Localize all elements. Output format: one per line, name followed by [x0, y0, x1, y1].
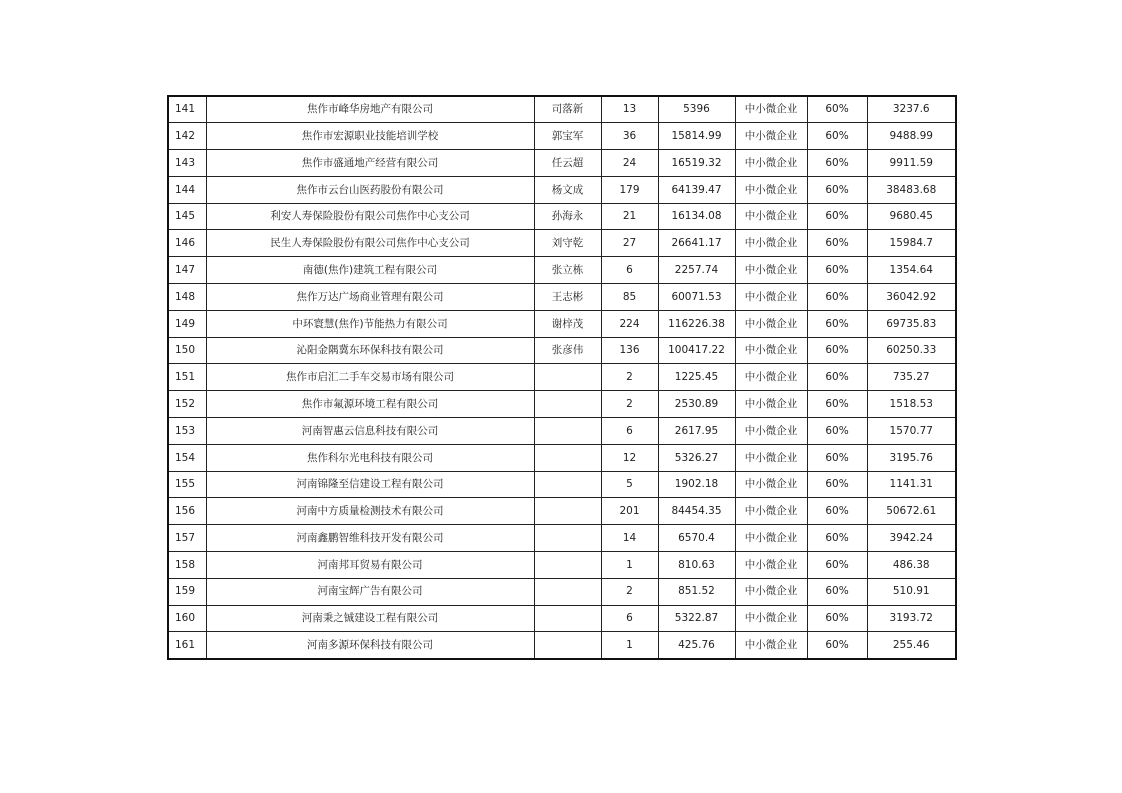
- insured-count-cell: 12: [601, 444, 658, 471]
- contact-person-cell: 张立栋: [534, 257, 601, 284]
- refund-amount-cell: 60250.33: [867, 337, 956, 364]
- refund-rate-cell: 60%: [807, 150, 867, 177]
- company-name-cell: 河南多源环保科技有限公司: [206, 632, 534, 659]
- refund-amount-cell: 1354.64: [867, 257, 956, 284]
- insured-count-cell: 6: [601, 257, 658, 284]
- paid-amount-cell: 851.52: [658, 578, 735, 605]
- table-row: [168, 498, 956, 525]
- insured-count-cell: 27: [601, 230, 658, 257]
- table-row: [168, 203, 956, 230]
- refund-amount-cell: 255.46: [867, 632, 956, 659]
- row-number-cell: 158: [168, 552, 206, 579]
- table-row: [168, 230, 956, 257]
- paid-amount-cell: 425.76: [658, 632, 735, 659]
- enterprise-type-cell: 中小微企业: [735, 605, 807, 632]
- refund-rate-cell: 60%: [807, 578, 867, 605]
- row-number-cell: 152: [168, 391, 206, 418]
- subsidy-table-page: [167, 95, 955, 660]
- table-row: [168, 471, 956, 498]
- insured-count-cell: 2: [601, 391, 658, 418]
- refund-amount-cell: 9488.99: [867, 123, 956, 150]
- paid-amount-cell: 64139.47: [658, 176, 735, 203]
- paid-amount-cell: 1225.45: [658, 364, 735, 391]
- insured-count-cell: 224: [601, 310, 658, 337]
- contact-person-cell: 王志彬: [534, 284, 601, 311]
- enterprise-type-cell: 中小微企业: [735, 471, 807, 498]
- insured-count-cell: 1: [601, 552, 658, 579]
- row-number-cell: 150: [168, 337, 206, 364]
- row-number-cell: 146: [168, 230, 206, 257]
- refund-amount-cell: 486.38: [867, 552, 956, 579]
- paid-amount-cell: 2530.89: [658, 391, 735, 418]
- contact-person-cell: 刘守乾: [534, 230, 601, 257]
- enterprise-type-cell: 中小微企业: [735, 391, 807, 418]
- row-number-cell: 144: [168, 176, 206, 203]
- insured-count-cell: 1: [601, 632, 658, 659]
- paid-amount-cell: 16519.32: [658, 150, 735, 177]
- paid-amount-cell: 5396: [658, 96, 735, 123]
- row-number-cell: 160: [168, 605, 206, 632]
- contact-person-cell: 谢梓茂: [534, 310, 601, 337]
- refund-rate-cell: 60%: [807, 176, 867, 203]
- table-row: [168, 310, 956, 337]
- enterprise-type-cell: 中小微企业: [735, 230, 807, 257]
- paid-amount-cell: 2257.74: [658, 257, 735, 284]
- refund-amount-cell: 3195.76: [867, 444, 956, 471]
- enterprise-type-cell: 中小微企业: [735, 632, 807, 659]
- contact-person-cell: [534, 578, 601, 605]
- insured-count-cell: 13: [601, 96, 658, 123]
- company-name-cell: 民生人寿保险股份有限公司焦作中心支公司: [206, 230, 534, 257]
- company-name-cell: 沁阳金隅冀东环保科技有限公司: [206, 337, 534, 364]
- table-row: [168, 150, 956, 177]
- enterprise-type-cell: 中小微企业: [735, 525, 807, 552]
- refund-amount-cell: 50672.61: [867, 498, 956, 525]
- paid-amount-cell: 15814.99: [658, 123, 735, 150]
- enterprise-type-cell: 中小微企业: [735, 337, 807, 364]
- refund-rate-cell: 60%: [807, 391, 867, 418]
- insured-count-cell: 5: [601, 471, 658, 498]
- insured-count-cell: 201: [601, 498, 658, 525]
- contact-person-cell: 杨文成: [534, 176, 601, 203]
- insured-count-cell: 6: [601, 605, 658, 632]
- company-name-cell: 河南中方质量检测技术有限公司: [206, 498, 534, 525]
- table-body: [168, 96, 956, 659]
- row-number-cell: 145: [168, 203, 206, 230]
- company-name-cell: 利安人寿保险股份有限公司焦作中心支公司: [206, 203, 534, 230]
- company-name-cell: 河南智惠云信息科技有限公司: [206, 418, 534, 445]
- table-row: [168, 578, 956, 605]
- contact-person-cell: 任云超: [534, 150, 601, 177]
- company-name-cell: 河南秉之铖建设工程有限公司: [206, 605, 534, 632]
- enterprise-type-cell: 中小微企业: [735, 284, 807, 311]
- row-number-cell: 149: [168, 310, 206, 337]
- insured-count-cell: 179: [601, 176, 658, 203]
- row-number-cell: 157: [168, 525, 206, 552]
- refund-rate-cell: 60%: [807, 471, 867, 498]
- paid-amount-cell: 116226.38: [658, 310, 735, 337]
- refund-rate-cell: 60%: [807, 552, 867, 579]
- paid-amount-cell: 60071.53: [658, 284, 735, 311]
- refund-rate-cell: 60%: [807, 498, 867, 525]
- enterprise-type-cell: 中小微企业: [735, 498, 807, 525]
- company-name-cell: 焦作科尔光电科技有限公司: [206, 444, 534, 471]
- insured-count-cell: 2: [601, 364, 658, 391]
- refund-amount-cell: 9680.45: [867, 203, 956, 230]
- table-row: [168, 605, 956, 632]
- row-number-cell: 154: [168, 444, 206, 471]
- insured-count-cell: 24: [601, 150, 658, 177]
- company-name-cell: 焦作市氟源环境工程有限公司: [206, 391, 534, 418]
- refund-rate-cell: 60%: [807, 525, 867, 552]
- contact-person-cell: 孙海永: [534, 203, 601, 230]
- company-name-cell: 焦作市盛通地产经营有限公司: [206, 150, 534, 177]
- company-name-cell: 焦作市启汇二手车交易市场有限公司: [206, 364, 534, 391]
- contact-person-cell: 郭宝军: [534, 123, 601, 150]
- paid-amount-cell: 16134.08: [658, 203, 735, 230]
- enterprise-type-cell: 中小微企业: [735, 578, 807, 605]
- table-row: [168, 418, 956, 445]
- row-number-cell: 143: [168, 150, 206, 177]
- enterprise-type-cell: 中小微企业: [735, 310, 807, 337]
- enterprise-type-cell: 中小微企业: [735, 552, 807, 579]
- enterprise-type-cell: 中小微企业: [735, 257, 807, 284]
- insured-count-cell: 21: [601, 203, 658, 230]
- enterprise-type-cell: 中小微企业: [735, 364, 807, 391]
- refund-amount-cell: 1141.31: [867, 471, 956, 498]
- row-number-cell: 148: [168, 284, 206, 311]
- paid-amount-cell: 2617.95: [658, 418, 735, 445]
- company-name-cell: 河南锦隆至信建设工程有限公司: [206, 471, 534, 498]
- company-name-cell: 河南宝辉广告有限公司: [206, 578, 534, 605]
- table-row: [168, 96, 956, 123]
- refund-rate-cell: 60%: [807, 337, 867, 364]
- enterprise-type-cell: 中小微企业: [735, 123, 807, 150]
- paid-amount-cell: 100417.22: [658, 337, 735, 364]
- company-name-cell: 河南鑫鹏智维科技开发有限公司: [206, 525, 534, 552]
- contact-person-cell: [534, 391, 601, 418]
- contact-person-cell: [534, 552, 601, 579]
- enterprise-type-cell: 中小微企业: [735, 418, 807, 445]
- refund-amount-cell: 1518.53: [867, 391, 956, 418]
- company-name-cell: 焦作市宏源职业技能培训学校: [206, 123, 534, 150]
- table-row: [168, 257, 956, 284]
- insured-count-cell: 36: [601, 123, 658, 150]
- table-row: [168, 632, 956, 659]
- paid-amount-cell: 5326.27: [658, 444, 735, 471]
- table-row: [168, 176, 956, 203]
- enterprise-type-cell: 中小微企业: [735, 176, 807, 203]
- refund-amount-cell: 3193.72: [867, 605, 956, 632]
- contact-person-cell: [534, 632, 601, 659]
- refund-rate-cell: 60%: [807, 96, 867, 123]
- enterprise-type-cell: 中小微企业: [735, 203, 807, 230]
- refund-amount-cell: 69735.83: [867, 310, 956, 337]
- row-number-cell: 153: [168, 418, 206, 445]
- paid-amount-cell: 810.63: [658, 552, 735, 579]
- contact-person-cell: [534, 364, 601, 391]
- refund-amount-cell: 36042.92: [867, 284, 956, 311]
- table-row: [168, 444, 956, 471]
- table-row: [168, 284, 956, 311]
- company-name-cell: 河南邦耳贸易有限公司: [206, 552, 534, 579]
- refund-rate-cell: 60%: [807, 605, 867, 632]
- refund-rate-cell: 60%: [807, 203, 867, 230]
- paid-amount-cell: 6570.4: [658, 525, 735, 552]
- row-number-cell: 155: [168, 471, 206, 498]
- table-row: [168, 337, 956, 364]
- refund-rate-cell: 60%: [807, 364, 867, 391]
- paid-amount-cell: 26641.17: [658, 230, 735, 257]
- contact-person-cell: [534, 498, 601, 525]
- paid-amount-cell: 1902.18: [658, 471, 735, 498]
- refund-rate-cell: 60%: [807, 444, 867, 471]
- refund-amount-cell: 9911.59: [867, 150, 956, 177]
- enterprise-type-cell: 中小微企业: [735, 150, 807, 177]
- contact-person-cell: [534, 525, 601, 552]
- insured-count-cell: 6: [601, 418, 658, 445]
- refund-amount-cell: 3237.6: [867, 96, 956, 123]
- refund-amount-cell: 3942.24: [867, 525, 956, 552]
- row-number-cell: 156: [168, 498, 206, 525]
- refund-amount-cell: 38483.68: [867, 176, 956, 203]
- subsidy-table: [167, 95, 957, 660]
- row-number-cell: 142: [168, 123, 206, 150]
- company-name-cell: 焦作市云台山医药股份有限公司: [206, 176, 534, 203]
- contact-person-cell: [534, 471, 601, 498]
- refund-rate-cell: 60%: [807, 284, 867, 311]
- contact-person-cell: 张彦伟: [534, 337, 601, 364]
- paid-amount-cell: 84454.35: [658, 498, 735, 525]
- contact-person-cell: [534, 444, 601, 471]
- refund-rate-cell: 60%: [807, 230, 867, 257]
- insured-count-cell: 14: [601, 525, 658, 552]
- refund-amount-cell: 510.91: [867, 578, 956, 605]
- row-number-cell: 147: [168, 257, 206, 284]
- refund-amount-cell: 735.27: [867, 364, 956, 391]
- contact-person-cell: [534, 605, 601, 632]
- enterprise-type-cell: 中小微企业: [735, 96, 807, 123]
- refund-rate-cell: 60%: [807, 257, 867, 284]
- paid-amount-cell: 5322.87: [658, 605, 735, 632]
- company-name-cell: 焦作市峰华房地产有限公司: [206, 96, 534, 123]
- refund-amount-cell: 15984.7: [867, 230, 956, 257]
- row-number-cell: 159: [168, 578, 206, 605]
- company-name-cell: 南德(焦作)建筑工程有限公司: [206, 257, 534, 284]
- refund-rate-cell: 60%: [807, 632, 867, 659]
- company-name-cell: 焦作万达广场商业管理有限公司: [206, 284, 534, 311]
- table-row: [168, 525, 956, 552]
- row-number-cell: 161: [168, 632, 206, 659]
- table-row: [168, 123, 956, 150]
- row-number-cell: 151: [168, 364, 206, 391]
- refund-rate-cell: 60%: [807, 123, 867, 150]
- table-row: [168, 552, 956, 579]
- refund-rate-cell: 60%: [807, 418, 867, 445]
- enterprise-type-cell: 中小微企业: [735, 444, 807, 471]
- insured-count-cell: 85: [601, 284, 658, 311]
- table-row: [168, 391, 956, 418]
- table-row: [168, 364, 956, 391]
- insured-count-cell: 2: [601, 578, 658, 605]
- contact-person-cell: 司落新: [534, 96, 601, 123]
- company-name-cell: 中环寰慧(焦作)节能热力有限公司: [206, 310, 534, 337]
- refund-amount-cell: 1570.77: [867, 418, 956, 445]
- contact-person-cell: [534, 418, 601, 445]
- refund-rate-cell: 60%: [807, 310, 867, 337]
- insured-count-cell: 136: [601, 337, 658, 364]
- row-number-cell: 141: [168, 96, 206, 123]
